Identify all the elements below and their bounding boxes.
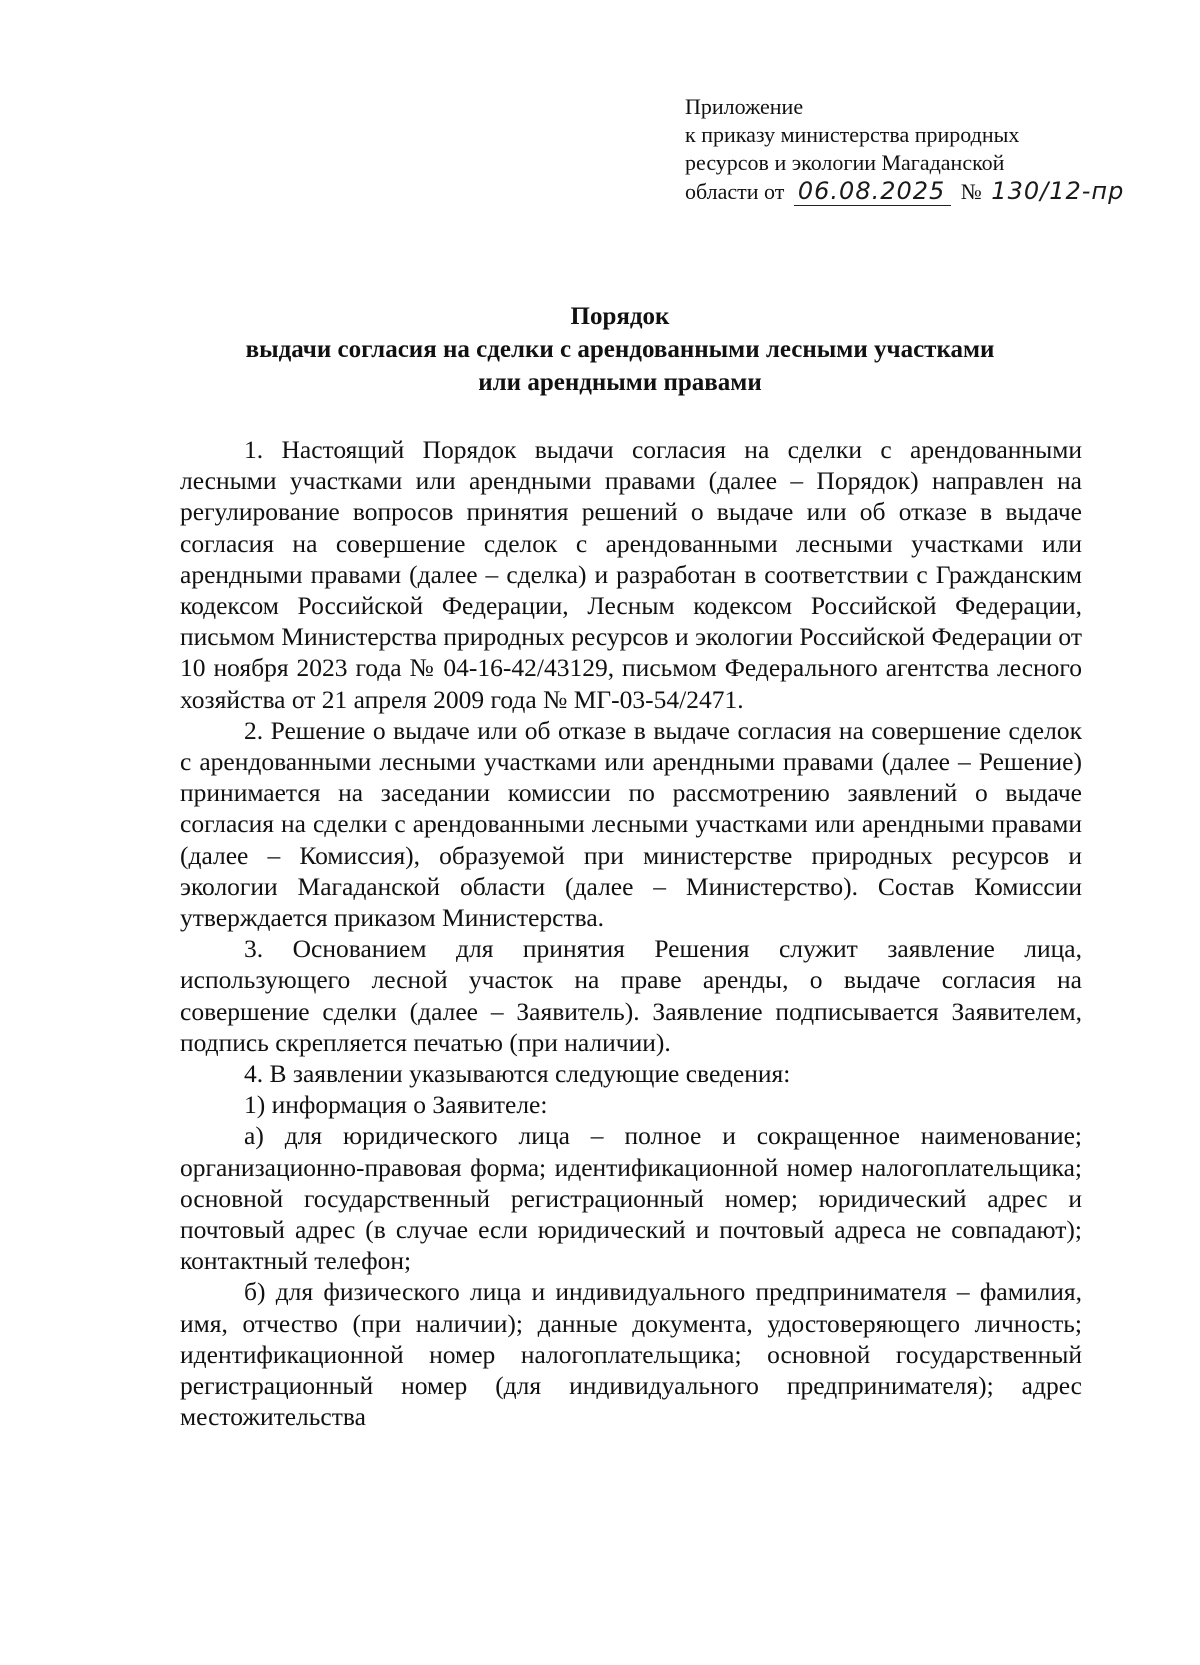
title-line-1: Порядок <box>570 303 670 330</box>
handwritten-date: 06.08.2025 <box>794 177 951 206</box>
paragraph-4-item-1b: б) для физического лица и индивидуального предпринимателя – фамилия, имя, отчество (при наличии); данные документа, удостоверяющего личность; идентификационной номер налогоплательщика; основной государственный регистрационный номер (для индивидуального предпринимателя); адрес местожительства <box>180 1277 1082 1432</box>
paragraph-4: 4. В заявлении указываются следующие сведения: <box>244 1059 791 1089</box>
number-sign: № <box>960 179 982 204</box>
appendix-line-2: к приказу министерства природных <box>685 122 1020 147</box>
appendix-line-3: ресурсов и экологии Магаданской <box>685 150 1005 175</box>
appendix-line-1: Приложение <box>685 94 804 119</box>
paragraph-4-item-1a: а) для юридического лица – полное и сокращенное наименование; организационно-правовая форма; идентификационной номер налогоплательщика; основной государственный регистрационный номер; юридический адрес и почтовый адрес (в случае если юридический и почтовый адреса не совпадают); контактный телефон; <box>180 1121 1082 1276</box>
paragraph-1: 1. Настоящий Порядок выдачи согласия на сделки с арендованными лесными участками или арендными правами (далее – Порядок) направлен на регулирование вопросов принятия решений о выдаче или об отказе в выдаче согласия на совершение сделок с арендованными лесными участками или арендными правами (далее – сделка) и разработан в соответствии с Гражданским кодексом Российской Федерации, Лесным кодексом Российской Федерации, письмом Министерства природных ресурсов и экологии Российской Федерации от 10 ноября 2023 года № 04-16-42/43129, письмом Федерального агентства лесного хозяйства от 21 апреля 2009 года № МГ-03-54/2471. <box>180 435 1082 714</box>
document-title <box>120 300 1120 399</box>
document-body <box>180 434 1082 1433</box>
title-line-2: выдачи согласия на сделки с арендованными лесными участками <box>245 336 995 363</box>
handwritten-number: 130/12-пр <box>991 177 1125 205</box>
paragraph-2: 2. Решение о выдаче или об отказе в выдаче согласия на совершение сделок с арендованными лесными участками или арендными правами (далее – Решение) принимается на заседании комиссии по рассмотрению заявлений о выдаче согласия на сделки с арендованными лесными участками или арендными правами (далее – Комиссия), образуемой при министерстве природных ресурсов и экологии Магаданской области (далее – Министерство). Состав Комиссии утверждается приказом Министерства. <box>180 715 1082 933</box>
appendix-date-prefix: области от <box>685 179 785 204</box>
appendix-line-4 <box>685 177 1165 206</box>
paragraph-4-item-1: 1) информация о Заявителе: <box>244 1090 548 1120</box>
title-line-3: или арендными правами <box>478 369 762 396</box>
appendix-header <box>685 93 1165 206</box>
paragraph-3: 3. Основанием для принятия Решения служит заявление лица, использующего лесной участок на праве аренды, о выдаче согласия на совершение сделки (далее – Заявитель). Заявление подписывается Заявителем, подпись скрепляется печатью (при наличии). <box>180 934 1082 1057</box>
